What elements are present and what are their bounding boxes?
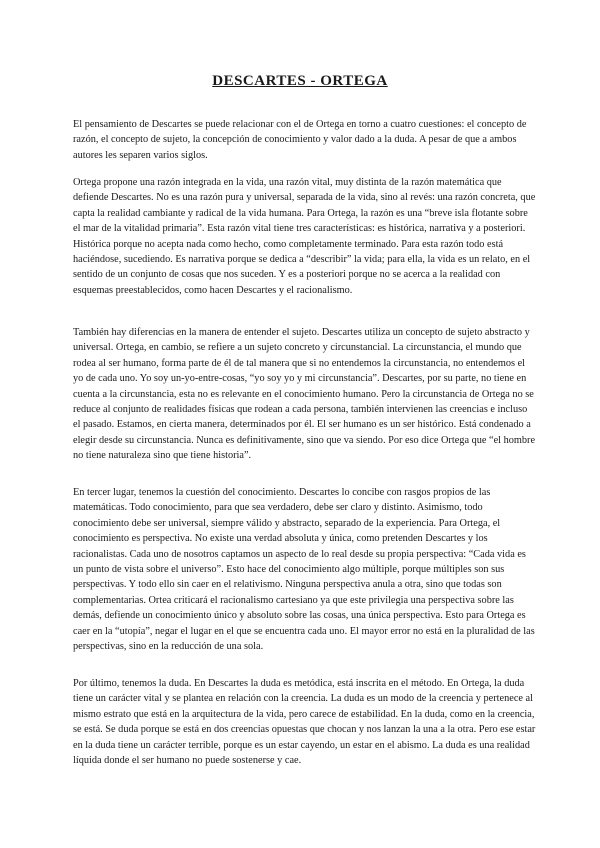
paragraph-knowledge: En tercer lugar, tenemos la cuestión del conocimiento. Descartes lo concibe con rasgos propios de las matemáticas. Todo conocimiento, para que sea verdadero, debe ser claro y distinto. Asimismo, todo conocimiento debe ser universal, siempre válido y abstracto, separado de la experiencia. Para Ortega, el conocimiento es perspectiva. No existe una verdad absoluta y única, como pretenden Descartes y los racionalistas. Cada uno de nosotros captamos un aspecto de lo real desde su propia perspectiva: “Cada vida es un punto de vista sobre el universo”. Esto hace del conocimiento algo múltiple, porque múltiples son sus perspectivas. Y todo ello sin caer en el relativismo. Ninguna perspectiva anula a otra, sino que todas son complementarias. Ortea criticará el racionalismo cartesiano ya que este privilegia una perspectiva sobre las demás, defiende un conocimiento único y absoluto sobre las cosas, una única perspectiva. Esto para Ortega es caer en la “utopía”, negar el lugar en el que se encuentra cada uno. El mayor error no está en la pluralidad de las perspectivas, sino en la reducción de una sola.	[73, 487, 535, 653]
paragraph-intro: El pensamiento de Descartes se puede relacionar con el de Ortega en torno a cuatro cuestiones: el concepto de razón, el concepto de sujeto, la concepción de conocimiento y valor dado a la duda. A pesar de que a ambos autores les separen varios siglos.	[73, 119, 527, 161]
page-title: DESCARTES - ORTEGA	[212, 73, 388, 89]
paragraph-subject: También hay diferencias en la manera de entender el sujeto. Descartes utiliza un concepto de sujeto abstracto y universal. Ortega, en cambio, se refiere a un sujeto concreto y circunstancial. La circunstancia, el mundo que rodea al ser humano, forma parte de él de tal manera que si no entendemos la circunstancia, no entendemos el yo de cada uno. Yo soy un-yo-entre-cosas, “yo soy yo y mi circunstancia”. Descartes, por su parte, no tiene en cuenta a la circunstancia, esta no es relevante en el conocimiento humano. Pero la circunstancia de Ortega no se reduce al conjunto de realidades físicas que rodean a cada persona, también intervienen las creencias e incluso el pasado. Estamos, en cierta manera, determinados por él. El ser humano es un ser histórico. Está condenado a elegir desde su circunstancia. Nunca es definitivamente, sino que va siendo. Por eso dice Ortega que “el hombre no tiene naturaleza sino que tiene historia”.	[73, 327, 536, 462]
paragraph-doubt: Por último, tenemos la duda. En Descartes la duda es metódica, está inscrita en el método. En Ortega, la duda tiene un carácter vital y se plantea en relación con la creencia. La duda es un modo de la creencia y pertenece al mismo estrato que está en la arquitectura de la vida, pero carece de estabilidad. En la duda, como en la creencia, se está. Se duda porque se está en dos creencias opuestas que chocan y nos lanzan la una a la otra. Pero ese estar en la duda tiene un carácter terrible, porque es un estar cayendo, un estar en el abismo. La duda es una realidad líquida donde el ser humano no puede sostenerse y cae.	[73, 678, 536, 767]
paragraph-reason: Ortega propone una razón integrada en la vida, una razón vital, muy distinta de la razón matemática que defiende Descartes. No es una razón pura y universal, separada de la vida, sino al revés: una razón concreta, que capta la realidad cambiante y radical de la vida humana. Para Ortega, la razón es una “breve isla flotante sobre el mar de la vitalidad primaria”. Esta razón vital tiene tres características: es histórica, narrativa y a posteriori. Histórica porque no acepta nada como hecho, como completamente terminado. Para esta razón todo está haciéndose, sucediendo. Es narrativa porque se dedica a “describir” la vida; para ella, la vida es un relato, en el sentido de un conjunto de cosas que nos suceden. Y es a posteriori porque no se acerca a la realidad con esquemas preestablecidos, como hacen Descartes y el racionalismo.	[73, 177, 536, 296]
